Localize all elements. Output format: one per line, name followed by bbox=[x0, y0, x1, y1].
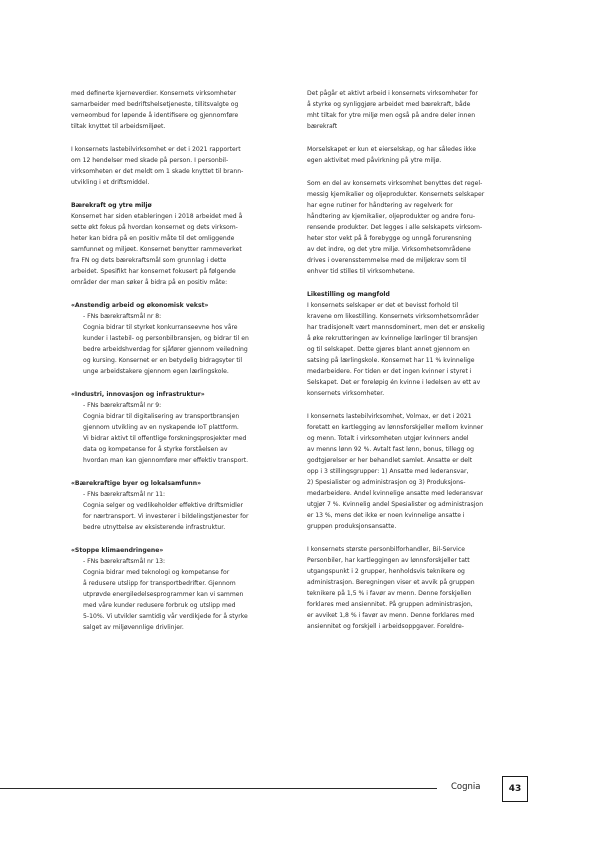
goal-reference: - FNs bærekraftsmål nr 9: bbox=[83, 402, 162, 409]
right-column bbox=[307, 88, 519, 644]
goal-item-13 bbox=[71, 545, 283, 633]
right-paragraph-3: Som en del av konsernets virksomhet benyttes det regel- messig kjemikalier og oljeprodukter. Konsernets selskaper har egne rutiner for håndtering av regelverk for håndtering av kjemikalier, oljeprodukter og andre foru- rensende produkter. Det legges i alle selskapets virksom- heter stor vekt på å forebygge og unngå forurensning av det indre, og det ytre miljø. Virksomhetsområdene drives i overensstemmelse med de miljøkrav som til enhver tid stilles til virksomhetene. bbox=[307, 180, 485, 275]
right-paragraph-2: Morselskapet er kun et eierselskap, og har således ikke egen aktivitet med påvirkning på ytre miljø. bbox=[307, 146, 476, 164]
goal-body: Cognia bidrar med teknologi og kompetanse for å redusere utslipp for transportbedrifter. Gjennom utprøvde energiledelsesprogrammer kan vi sammen med våre kunder redusere forbruk og utslipp med 5-10%. Vi utvikler samtidig vår verdikjede for å styrke salget av miljøvennlige drivlinjer. bbox=[83, 569, 248, 631]
goal-item-8 bbox=[71, 300, 283, 377]
left-paragraph-3: Konsernet har siden etableringen i 2018 arbeidet med å sette økt fokus på hvordan konsernet og dets virksom- heter kan bidra på en positiv måte til det omliggende samfunnet og miljøet. Konsernet benytter rammeverket fra FN og dets bærekraftsmål som grunnlag i dette arbeidet. Spesifikt har konsernet fokusert på følgende områder der man søker å bidra på en positiv måte: bbox=[71, 213, 243, 286]
goal-reference: - FNs bærekraftsmål nr 13: bbox=[83, 558, 166, 565]
heading-sustainability: Bærekraft og ytre miljø bbox=[71, 202, 152, 209]
page-number: 43 bbox=[502, 776, 528, 802]
goal-title: «Bærekraftige byer og lokalsamfunn» bbox=[71, 480, 202, 487]
footer-divider bbox=[0, 788, 437, 789]
right-paragraph-1: Det pågår et aktivt arbeid i konsernets virksomheter for å styrke og synliggjøre arbeidet med bærekraft, både mht tiltak for ytre miljø men også på andre deler innen bærekraft bbox=[307, 90, 478, 130]
goal-item-9 bbox=[71, 389, 283, 466]
goal-body: Cognia bidrar til digitalisering av transportbransjen gjennom utvikling av en nyskapende IoT plattform. Vi bidrar aktivt til offentlige forskningsprosjekter med data og kompetanse for å styrke forståelsen av hvordan man kan gjennomføre mer effektiv transport. bbox=[83, 413, 249, 464]
right-paragraph-5: I konsernets lastebilvirksomhet, Volmax, er det i 2021 foretatt en kartlegging av lønnsforskjeller mellom kvinner og menn. Totalt i virksomheten utgjør kvinners andel av menns lønn 92 %. Avtalt fast lønn, bonus, tillegg og godtgjørelser er her behandlet samlet. Ansatte er delt opp i 3 stillingsgrupper: 1) Ansatte med lederansvar, 2) Spesialister og administrasjon og 3) Produksjons- medarbeidere. Andel kvinnelige ansatte med lederansvar utgjør 7 %. Kvinnelig andel Spesialister og administrasjon er 13 %, mens det ikke er noen kvinnelige ansatte i gruppen produksjonsansatte. bbox=[307, 413, 484, 530]
goal-reference: - FNs bærekraftsmål nr 8: bbox=[83, 313, 162, 320]
left-paragraph-2: I konsernets lastebilvirksomhet er det i 2021 rapportert om 12 hendelser med skade på person. I personbil- virksomheten er det meldt om 1 skade knyttet til brann- utvikling i et driftsmiddel. bbox=[71, 146, 244, 186]
goal-body: Cognia bidrar til styrket konkurranseevne hos våre kunder i lastebil- og personbilbransjen, og bidrar til en bedre arbeidshverdag for sjåfører gjennom veiledning og kursing. Konsernet er en betydelig bidragsyter til unge arbeidstakere gjennom egen lærlingskole. bbox=[83, 324, 249, 375]
goal-reference: - FNs bærekraftsmål nr 11: bbox=[83, 491, 166, 498]
goal-title: «Anstendig arbeid og økonomisk vekst» bbox=[71, 302, 209, 309]
goal-title: «Industri, innovasjon og infrastruktur» bbox=[71, 391, 205, 398]
right-paragraph-4: I konsernets selskaper er det et bevisst forhold til kravene om likestilling. Konsernets virksomhetsområder har tradisjonelt vært mannsdominert, men det er ønskelig å øke rekrutteringen av kvinnelige lærlinger til bransjen og til selskapet. Dette gjøres blant annet gjennom en satsing på lærlingskole. Konsernet har 11 % kvinnelige medarbeidere. For tiden er det ingen kvinner i styret i Selskapet. Det er foreløpig én kvinne i ledelsen av ett av konsernets virksomheter. bbox=[307, 302, 485, 397]
footer-brand: Cognia bbox=[451, 782, 481, 792]
goal-title: «Stoppe klimaendringene» bbox=[71, 547, 164, 554]
left-paragraph-1: med definerte kjerneverdier. Konsernets virksomheter samarbeider med bedriftshelsetjeneste, tillitsvalgte og verneombud for løpende å identifisere og gjennomføre tiltak knyttet til arbeidsmiljøet. bbox=[71, 90, 239, 130]
left-column bbox=[71, 88, 283, 645]
right-paragraph-6: I konsernets største personbilforhandler, Bil-Service Personbiler, har kartleggingen av lønnsforskjeller tatt utgangspunkt i 2 grupper, henholdsvis teknikere og administrasjon. Beregningen viser et avvik på gruppen teknikere på 1,5 % i favør av menn. Denne forskjellen forklares med ansiennitet. På gruppen administrasjon, er avviket 1,8 % i favør av menn. Denne forklares med ansiennitet og forskjell i arbeidsoppgaver. Foreldre- bbox=[307, 546, 475, 630]
goal-body: Cognia selger og vedlikeholder effektive driftsmidler for nærtransport. Vi investerer i bildelingstjenester for bedre utnyttelse av eksisterende infrastruktur. bbox=[83, 502, 249, 531]
heading-equality: Likestilling og mangfold bbox=[307, 291, 390, 298]
goal-item-11 bbox=[71, 478, 283, 533]
